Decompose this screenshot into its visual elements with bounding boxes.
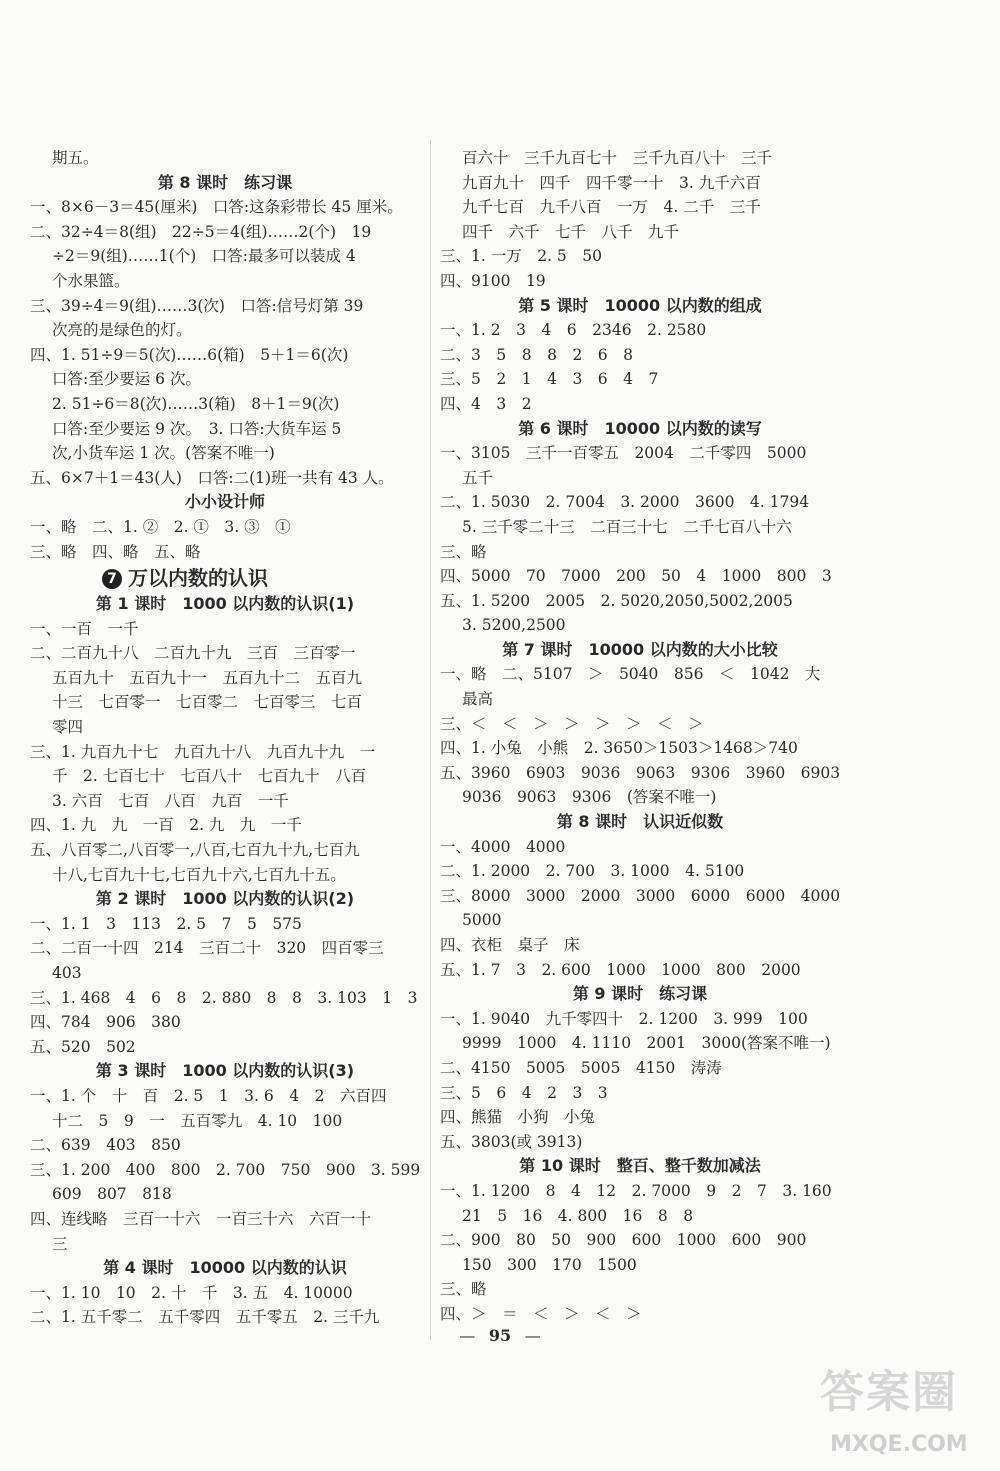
line-text: 四千 六千 七千 八千 九千: [462, 222, 680, 241]
line-text: 二、1. 五千零二 五千零四 五千零五 2. 三千九: [30, 1308, 380, 1327]
footer-dash-right: —: [524, 1326, 541, 1345]
lesson-heading: [440, 294, 840, 319]
lesson-heading: [30, 1256, 420, 1281]
answer-line: [30, 417, 420, 442]
lesson-heading: [440, 810, 840, 835]
answer-line: [440, 1204, 840, 1229]
answer-line: [30, 740, 420, 765]
answer-line: [440, 564, 840, 589]
line-text: 9999 1000 4. 1110 2001 3000(答案不唯一): [462, 1034, 831, 1053]
line-text: 次亮的是绿色的灯。: [52, 321, 192, 340]
line-text: 三: [52, 1234, 68, 1253]
line-text: 五、6×7＋1＝43(人) 口答:二(1)班一共有 43 人。: [30, 468, 394, 487]
line-text: 一、略 二、1. ② 2. ① 3. ③ ①: [30, 517, 291, 536]
column-divider: [430, 140, 431, 1340]
line-text: 3. 5200,2500: [462, 616, 566, 635]
answer-line: [30, 936, 420, 961]
line-text: 三、1. 200 400 800 2. 700 750 900 3. 599: [30, 1160, 420, 1179]
line-text: 第 2 课时 1000 以内数的认识(2): [95, 889, 355, 909]
line-text: 口答:至少要运 9 次。 3. 口答:大货车运 5: [52, 419, 342, 438]
answer-line: [30, 195, 420, 220]
line-text: 三、5 6 4 2 3 3: [440, 1083, 608, 1102]
line-text: 5000: [462, 911, 502, 930]
line-text: 二、639 403 850: [30, 1136, 181, 1155]
line-text: 十三 七百零一 七百零二 七百零三 七百: [52, 693, 363, 712]
watermark-url: MXQE.COM: [830, 1432, 968, 1457]
answer-line: [440, 1277, 840, 1302]
lesson-heading: [440, 417, 840, 442]
line-text: ÷2＝9(组)……1(个) 口答:最多可以装成 4: [52, 247, 356, 266]
line-text: 五、八百零二,八百零一,八百,七百九十九,七百九: [30, 841, 360, 860]
answer-line: [440, 687, 840, 712]
line-text: 2. 51÷6＝8(次)……3(箱) 8＋1＝9(次): [52, 394, 340, 413]
answer-line: [30, 813, 420, 838]
answer-line: [440, 540, 840, 565]
line-text: 二、二百九十八 二百九十九 三百 三百零一: [30, 644, 356, 663]
answer-line: [30, 1232, 420, 1257]
line-text: 四、1. 九 九 一百 2. 九 九 一千: [30, 816, 302, 835]
line-text: 第 5 课时 10000 以内数的组成: [518, 295, 762, 315]
line-text: 二、1. 2000 2. 700 3. 1000 4. 5100: [440, 862, 745, 881]
line-text: 五、520 502: [30, 1037, 136, 1056]
answer-line: [440, 908, 840, 933]
answer-line: [440, 712, 840, 737]
answer-line: [30, 392, 420, 417]
line-text: 九百九十 四千 四千零一十 3. 九千六百: [462, 173, 761, 192]
answer-line: [440, 1130, 840, 1155]
line-text: 三、5 2 1 4 3 6 4 7: [440, 370, 659, 389]
line-text: 三、略 四、略 五、略: [30, 542, 201, 561]
line-text: 609 807 818: [52, 1185, 172, 1204]
lesson-heading: [30, 887, 420, 912]
line-text: 五、3960 6903 9036 9063 9306 3960 6903: [440, 763, 840, 782]
line-text: 二、二百一十四 214 三百二十 320 四百零三: [30, 939, 384, 958]
line-text: 三、8000 3000 2000 3000 6000 6000 4000: [440, 886, 840, 905]
answer-line: [30, 1158, 420, 1183]
line-text: 五千: [462, 468, 494, 487]
line-text: 四、熊猫 小狗 小兔: [440, 1108, 596, 1127]
answer-line: [440, 1056, 840, 1081]
line-text: 三、1. 一万 2. 5 50: [440, 247, 603, 266]
line-text: 一、一百 一千: [30, 619, 139, 638]
answer-line: [30, 244, 420, 269]
line-text: 一、3105 三千一百零五 2004 二千零四 5000: [440, 444, 807, 463]
answer-line: [440, 835, 840, 860]
answer-line: [440, 1302, 840, 1327]
page-number: 95: [488, 1326, 512, 1345]
line-text: 第 7 课时 10000 以内数的大小比较: [502, 639, 778, 659]
answer-line: [440, 884, 840, 909]
line-text: 零四: [52, 718, 84, 737]
line-text: 期五。: [52, 149, 99, 167]
line-text: 三、＜ ＜ ＞ ＞ ＞ ＞ ＜ ＞: [440, 714, 704, 733]
answer-line: [440, 589, 840, 614]
answer-line: [440, 318, 840, 343]
answer-line: [30, 1010, 420, 1035]
line-text: 四、＞ ＝ ＜ ＞ ＜ ＞: [440, 1304, 642, 1323]
line-text: 二、32÷4＝8(组) 22÷5＝4(组)……2(个) 19: [30, 222, 372, 241]
line-text: 四、4 3 2: [440, 394, 532, 413]
answer-line: [440, 613, 840, 638]
answer-line: [440, 785, 840, 810]
answer-line: [440, 1007, 840, 1032]
line-text: 五、1. 5200 2005 2. 5020,2050,5002,2005: [440, 591, 793, 610]
line-text: 9036 9063 9306 (答案不唯一): [462, 788, 717, 807]
answer-line: [440, 1228, 840, 1253]
answer-line: [30, 441, 420, 466]
line-text: 百六十 三千九百七十 三千九百八十 三千: [462, 149, 773, 167]
answer-line: [30, 912, 420, 937]
answer-line: [440, 343, 840, 368]
line-text: 四、9100 19: [440, 271, 546, 290]
line-text: 21 5 16 4. 800 16 8 8: [462, 1206, 694, 1225]
line-text: 三、略: [440, 1280, 487, 1299]
line-text: 一、1. 1200 8 4 12 2. 7000 9 2 7 3. 160: [440, 1181, 832, 1200]
answer-line: [30, 641, 420, 666]
answer-line: [30, 466, 420, 491]
answer-line: [30, 715, 420, 740]
lesson-heading: [30, 592, 420, 617]
unit-heading: [30, 564, 420, 592]
unit-number-badge: 7: [102, 569, 122, 589]
answer-line: [440, 441, 840, 466]
line-text: 三、1. 468 4 6 8 2. 880 8 8 3. 103 1 3: [30, 988, 418, 1007]
line-text: 二、1. 5030 2. 7004 3. 2000 3600 4. 1794: [440, 493, 810, 512]
line-text: 一、1. 2 3 4 6 2346 2. 2580: [440, 321, 707, 340]
right-answer-column: [440, 146, 840, 1327]
left-answer-column: [30, 146, 420, 1330]
answer-line: [30, 146, 420, 171]
line-text: 五、3803(或 3913): [440, 1132, 583, 1151]
line-text: 3. 六百 七百 八百 九百 一千: [52, 791, 289, 810]
line-text: 一、1. 个 十 百 2. 5 1 3. 6 4 2 六百四: [30, 1086, 387, 1105]
answer-line: [440, 220, 840, 245]
lesson-heading: [440, 982, 840, 1007]
answer-line: [30, 294, 420, 319]
answer-line: [440, 1081, 840, 1106]
line-text: 第 3 课时 1000 以内数的认识(3): [95, 1061, 355, 1081]
answer-line: [440, 736, 840, 761]
line-text: 第 8 课时 练习课: [157, 172, 293, 192]
answer-line: [30, 1109, 420, 1134]
lesson-heading: [30, 490, 420, 515]
lesson-heading: [30, 1059, 420, 1084]
answer-line: [440, 466, 840, 491]
line-text: 一、1. 10 10 2. 十 千 3. 五 4. 10000: [30, 1283, 353, 1302]
answer-line: [440, 392, 840, 417]
lesson-heading: [440, 638, 840, 663]
answer-line: [440, 958, 840, 983]
line-text: 四、5000 70 7000 200 50 4 1000 800 3: [440, 567, 832, 586]
answer-line: [30, 789, 420, 814]
answer-line: [30, 540, 420, 565]
answer-line: [30, 838, 420, 863]
lesson-heading: [440, 1154, 840, 1179]
line-text: 五、1. 7 3 2. 600 1000 1000 800 2000: [440, 960, 801, 979]
line-text: 一、8×6－3＝45(厘米) 口答:这条彩带长 45 厘米。: [30, 198, 403, 217]
answer-line: [30, 764, 420, 789]
line-text: 150 300 170 1500: [462, 1255, 637, 1274]
line-text: 第 4 课时 10000 以内数的认识: [103, 1258, 347, 1278]
line-text: 第 6 课时 10000 以内数的读写: [518, 418, 762, 438]
watermark-logo: [820, 1356, 990, 1468]
line-text: 十二 5 9 一 五百零九 4. 10 100: [52, 1111, 343, 1130]
answer-line: [30, 1084, 420, 1109]
line-text: 二、3 5 8 8 2 6 8: [440, 345, 634, 364]
answer-line: [30, 961, 420, 986]
lesson-heading: [30, 171, 420, 196]
line-text: 第 10 课时 整百、整千数加减法: [519, 1156, 761, 1176]
answer-line: [30, 367, 420, 392]
unit-title: 万以内数的认识: [128, 566, 268, 591]
answer-line: [30, 1207, 420, 1232]
answer-line: [440, 244, 840, 269]
answer-line: [440, 515, 840, 540]
line-text: 一、1. 1 3 113 2. 5 7 5 575: [30, 914, 302, 933]
line-text: 二、900 80 50 900 600 1000 600 900: [440, 1231, 807, 1250]
answer-line: [440, 490, 840, 515]
line-text: 第 9 课时 练习课: [572, 984, 708, 1004]
answer-line: [440, 1105, 840, 1130]
answer-line: [30, 1035, 420, 1060]
line-text: 一、4000 4000: [440, 837, 566, 856]
line-text: 第 1 课时 1000 以内数的认识(1): [95, 594, 355, 614]
line-text: 四、784 906 380: [30, 1013, 181, 1032]
answer-line: [30, 617, 420, 642]
line-text: 次,小货车运 1 次。(答案不唯一): [52, 444, 275, 463]
line-text: 口答:至少要运 6 次。: [52, 370, 201, 389]
answer-line: [440, 761, 840, 786]
answer-line: [440, 269, 840, 294]
answer-line: [30, 666, 420, 691]
answer-line: [440, 367, 840, 392]
line-text: 三、略: [440, 542, 487, 561]
watermark-text: 答案圈: [820, 1367, 958, 1418]
answer-line: [440, 933, 840, 958]
answer-line: [30, 318, 420, 343]
line-text: 一、略 二、5107 ＞ 5040 856 ＜ 1042 大: [440, 665, 821, 684]
line-text: 最高: [462, 690, 494, 709]
line-text: 四、连线略 三百一十六 一百三十六 六百一十: [30, 1209, 372, 1228]
answer-line: [30, 1182, 420, 1207]
answer-line: [30, 986, 420, 1011]
answer-line: [440, 171, 840, 196]
line-text: 个水果篮。: [52, 271, 130, 290]
answer-line: [440, 859, 840, 884]
answer-line: [440, 195, 840, 220]
line-text: 二、4150 5005 5005 4150 涛涛: [440, 1058, 722, 1077]
line-text: 四、1. 51÷9＝5(次)……6(箱) 5＋1＝6(次): [30, 345, 349, 364]
line-text: 三、1. 九百九十七 九百九十八 九百九十九 一: [30, 742, 376, 761]
line-text: 小小设计师: [184, 492, 265, 512]
line-text: 三、39÷4＝9(组)……3(次) 口答:信号灯第 39: [30, 296, 364, 315]
line-text: 403: [52, 964, 82, 982]
line-text: 千 2. 七百七十 七百八十 七百九十 八百: [52, 767, 367, 786]
answer-line: [30, 269, 420, 294]
footer-dash-left: —: [459, 1326, 476, 1345]
answer-line: [30, 863, 420, 888]
line-text: 四、衣柜 桌子 床: [440, 936, 580, 954]
line-text: 一、1. 9040 九千零四十 2. 1200 3. 999 100: [440, 1009, 808, 1028]
answer-line: [440, 146, 840, 171]
answer-line: [30, 1281, 420, 1306]
line-text: 九千七百 九千八百 一万 4. 二千 三千: [462, 198, 761, 217]
line-text: 四、1. 小兔 小熊 2. 3650＞1503＞1468＞740: [440, 739, 798, 758]
page-footer: [0, 1326, 1000, 1345]
answer-line: [30, 515, 420, 540]
answer-line: [30, 220, 420, 245]
answer-line: [440, 1179, 840, 1204]
answer-line: [30, 690, 420, 715]
line-text: 5. 三千零二十三 二百三十七 二千七百八十六: [462, 517, 792, 536]
answer-line: [30, 343, 420, 368]
line-text: 五百九十 五百九十一 五百九十二 五百九: [52, 668, 363, 687]
line-text: 十八,七百九十七,七百九十六,七百九十五。: [52, 865, 346, 884]
answer-line: [440, 662, 840, 687]
answer-line: [440, 1031, 840, 1056]
line-text: 第 8 课时 认识近似数: [556, 812, 724, 832]
answer-line: [30, 1133, 420, 1158]
answer-line: [440, 1253, 840, 1278]
